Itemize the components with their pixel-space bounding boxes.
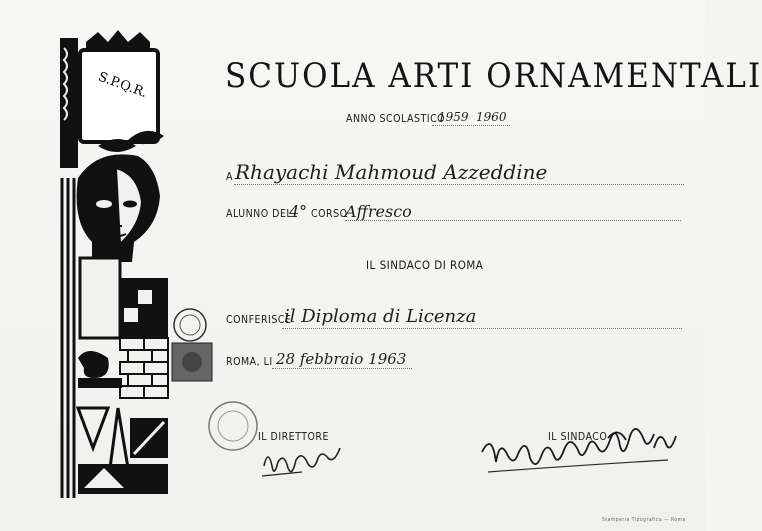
conferisce-label: CONFERISCE bbox=[226, 314, 292, 326]
corso-label: CORSO bbox=[311, 208, 348, 220]
sindaco-label: IL SINDACO bbox=[548, 431, 608, 443]
student-name: Rhayachi Mahmoud Azzeddine bbox=[235, 160, 548, 184]
anno-start: 1959 bbox=[438, 110, 469, 124]
anno-end: 1960 bbox=[476, 110, 507, 124]
course-line bbox=[345, 220, 681, 221]
school-title: SCUOLA ARTI ORNAMENTALI bbox=[225, 56, 762, 96]
diploma-line bbox=[282, 328, 682, 329]
footer-print: Stamperia Tipografica — Roma bbox=[602, 517, 686, 523]
spqr-emblem-text: S.P.Q.R. bbox=[96, 69, 150, 102]
direttore-signature bbox=[258, 446, 358, 482]
date-line bbox=[272, 368, 412, 369]
date-value: 28 febbraio 1963 bbox=[276, 350, 407, 368]
prefix-a: A bbox=[226, 171, 233, 183]
alunno-label: ALUNNO DEL bbox=[226, 208, 293, 220]
name-line bbox=[234, 184, 684, 185]
anno-line bbox=[432, 125, 510, 126]
anno-label: ANNO SCOLASTICO bbox=[346, 113, 446, 125]
course-name: Affresco bbox=[345, 202, 412, 221]
direttore-label: IL DIRETTORE bbox=[258, 431, 329, 443]
diploma-text: il Diploma di Licenza bbox=[284, 306, 477, 327]
school-seal-stamp bbox=[205, 398, 261, 454]
place-date-label: ROMA, LI bbox=[226, 356, 273, 368]
course-number: 4° bbox=[289, 202, 308, 221]
ornamental-artwork bbox=[58, 28, 173, 498]
sindaco-heading: IL SINDACO DI ROMA bbox=[366, 258, 484, 272]
revenue-stamp bbox=[168, 305, 218, 383]
sindaco-signature bbox=[478, 422, 693, 484]
